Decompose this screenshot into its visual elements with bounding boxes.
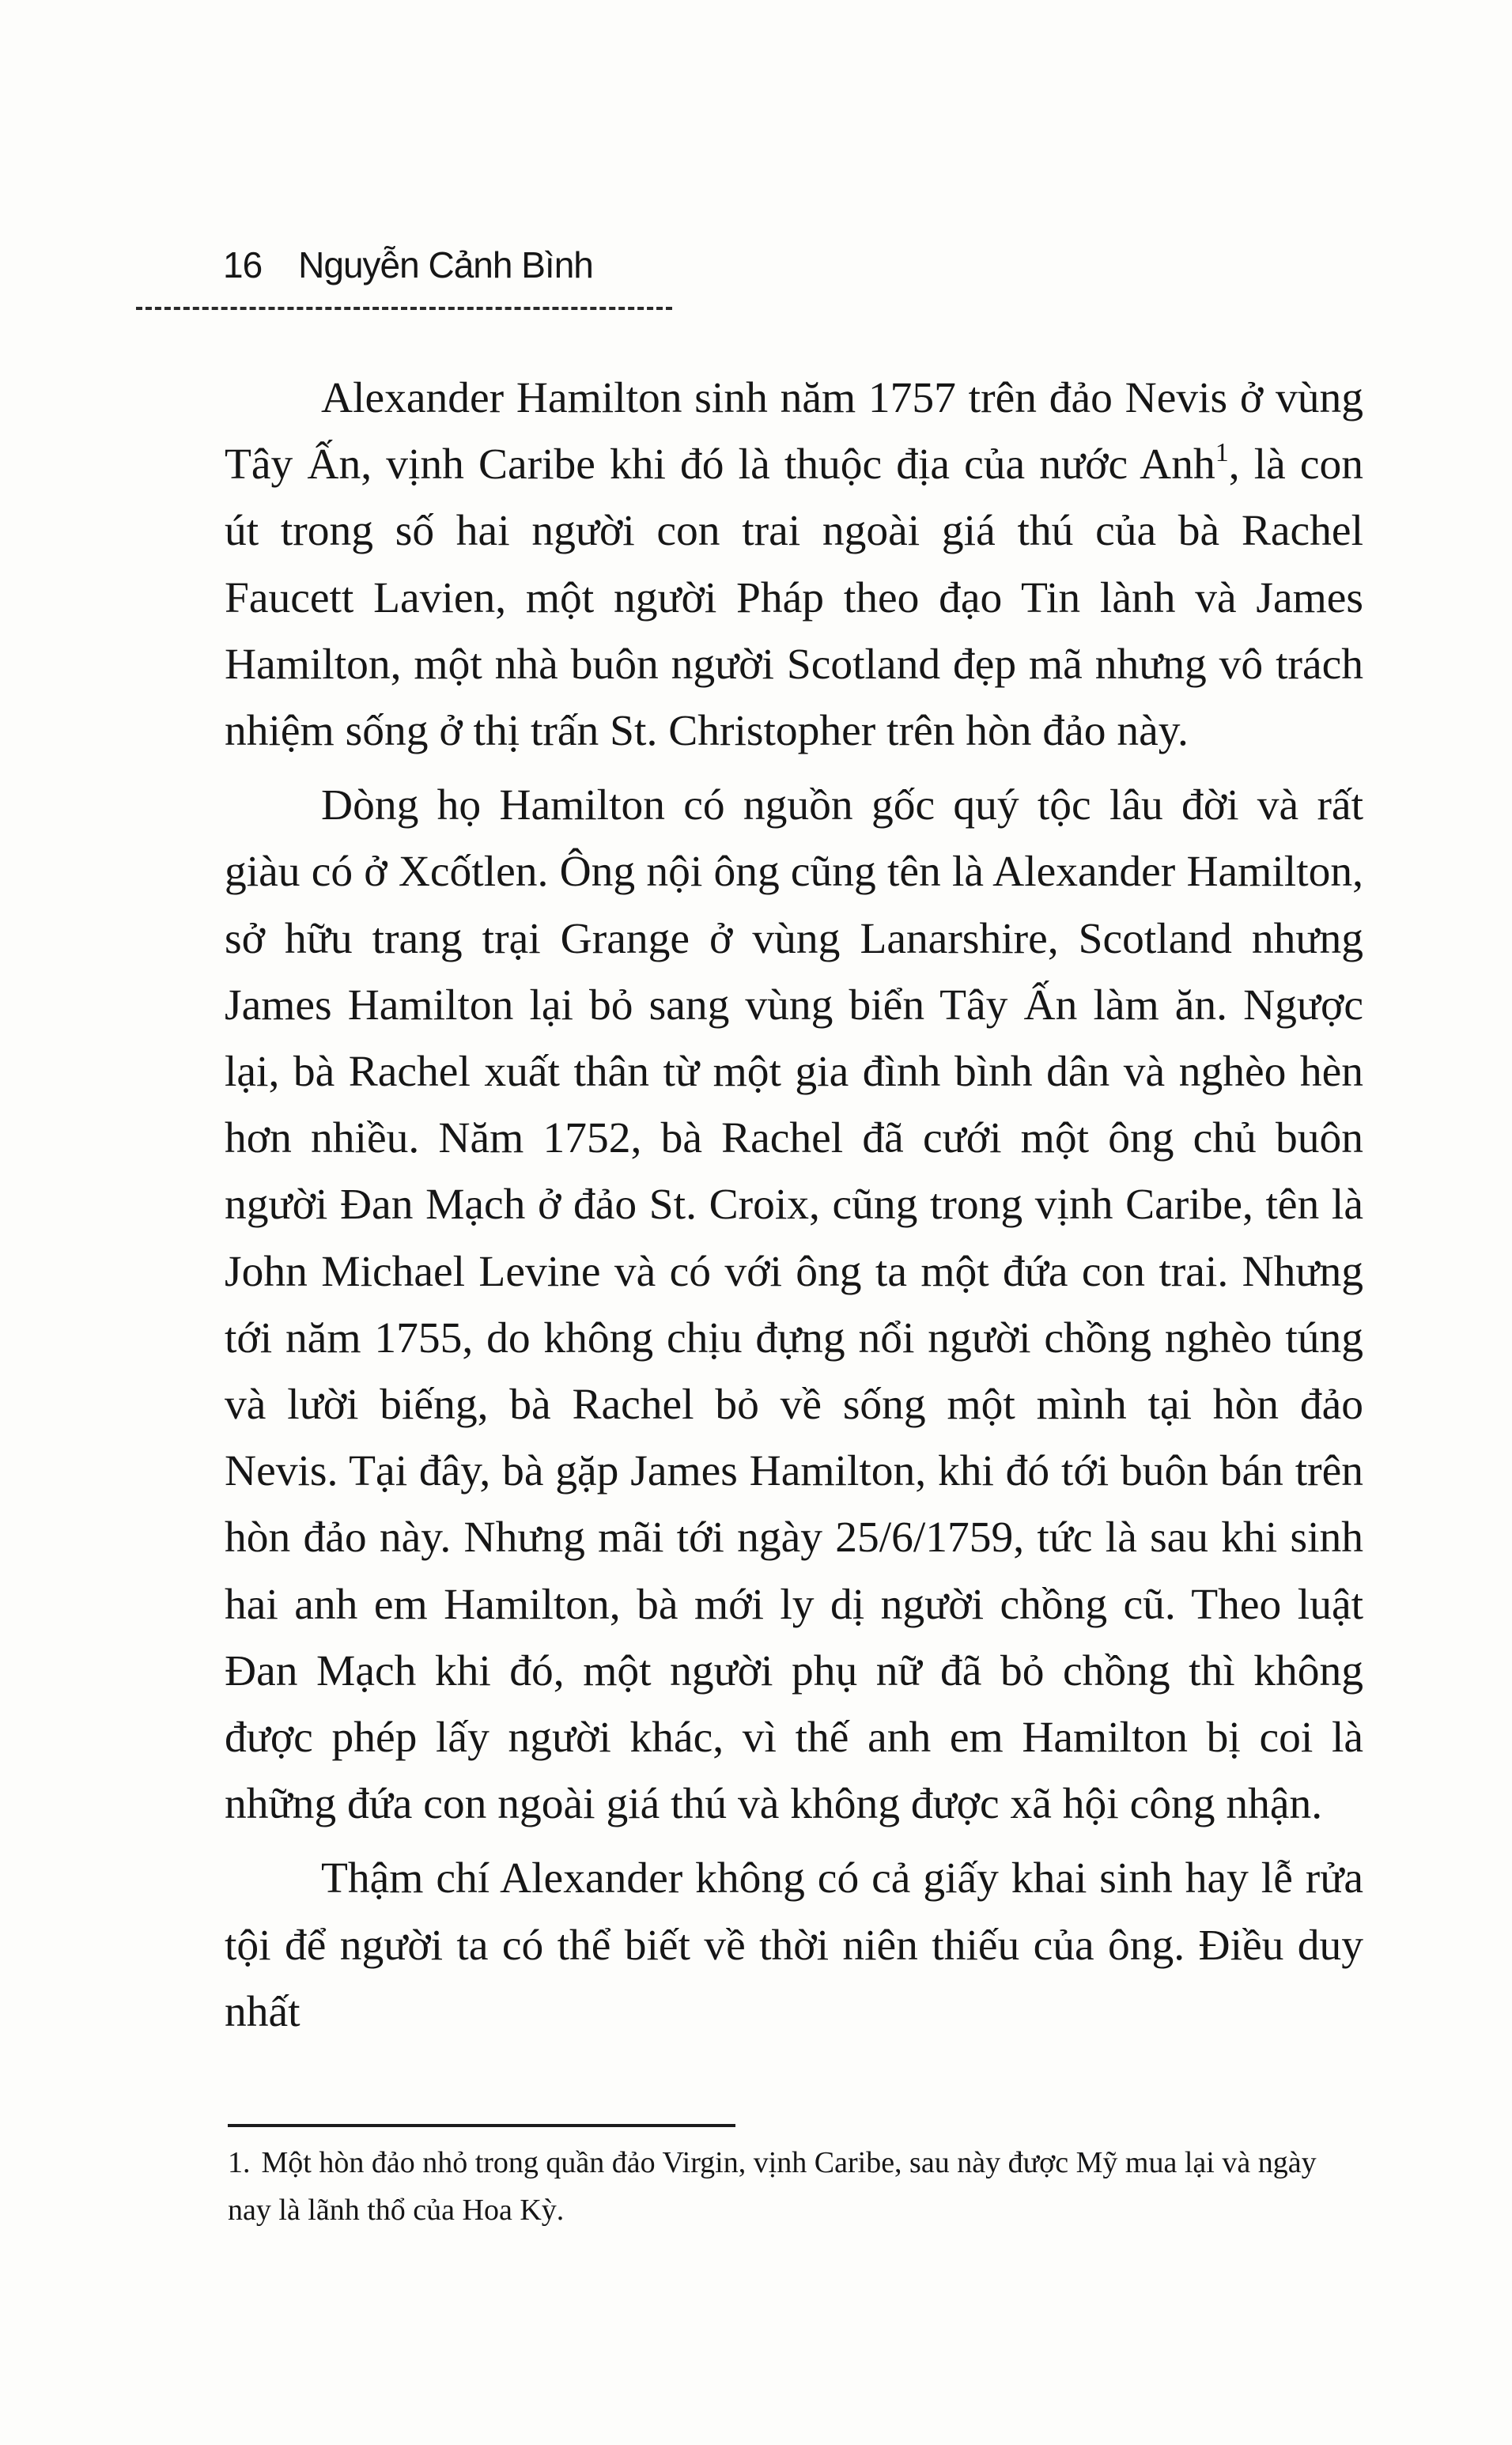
paragraph-1 [225, 365, 1363, 765]
running-head [223, 244, 593, 286]
footnote-text: Một hòn đảo nhỏ trong quần đảo Virgin, vịnh Caribe, sau này được Mỹ mua lại và ngày nay là lãnh thổ của Hoa Kỳ. [228, 2146, 1317, 2227]
footnote-rule [228, 2124, 735, 2127]
footnote-number: 1. [228, 2146, 251, 2179]
author-name: Nguyễn Cảnh Bình [298, 244, 593, 285]
footnote [228, 2139, 1351, 2234]
paragraph-1-text-after-ref: , là con út trong số hai người con trai ngoài giá thú của bà Rachel Faucett Lavien, một người Pháp theo đạo Tin lành và James Hamilton, một nhà buôn người Scotland đẹp mã nhưng vô trách nhiệm sống ở thị trấn St. Christopher trên hòn đảo này. [225, 440, 1363, 756]
body-text [225, 365, 1363, 2054]
footnote-reference-1: 1 [1215, 438, 1229, 468]
paragraph-1-text-before-ref: Alexander Hamilton sinh năm 1757 trên đảo Nevis ở vùng Tây Ấn, vịnh Caribe khi đó là thuộc địa của nước Anh [225, 374, 1363, 489]
page-number: 16 [223, 244, 263, 285]
header-dashed-rule [136, 307, 672, 310]
paragraph-2: Dòng họ Hamilton có nguồn gốc quý tộc lâu đời và rất giàu có ở Xcốtlen. Ông nội ông cũng tên là Alexander Hamilton, sở hữu trang trại Grange ở vùng Lanarshire, Scotland nhưng James Hamilton lại bỏ sang vùng biển Tây Ấn làm ăn. Ngược lại, bà Rachel xuất thân từ một gia đình bình dân và nghèo hèn hơn nhiều. Năm 1752, bà Rachel đã cưới một ông chủ buôn người Đan Mạch ở đảo St. Croix, cũng trong vịnh Caribe, tên là John Michael Levine và có với ông ta một đứa con trai. Nhưng tới năm 1755, do không chịu đựng nổi người chồng nghèo túng và lười biếng, bà Rachel bỏ về sống một mình tại hòn đảo Nevis. Tại đây, bà gặp James Hamilton, khi đó tới buôn bán trên hòn đảo này. Nhưng mãi tới ngày 25/6/1759, tức là sau khi sinh hai anh em Hamilton, bà mới ly dị người chồng cũ. Theo luật Đan Mạch khi đó, một người phụ nữ đã bỏ chồng thì không được phép lấy người khác, vì thế anh em Hamilton bị coi là những đứa con ngoài giá thú và không được xã hội công nhận. [225, 781, 1363, 1829]
paragraph-3: Thậm chí Alexander không có cả giấy khai sinh hay lễ rửa tội để người ta có thể biết về thời niên thiếu của ông. Điều duy nhất [225, 1854, 1363, 2036]
